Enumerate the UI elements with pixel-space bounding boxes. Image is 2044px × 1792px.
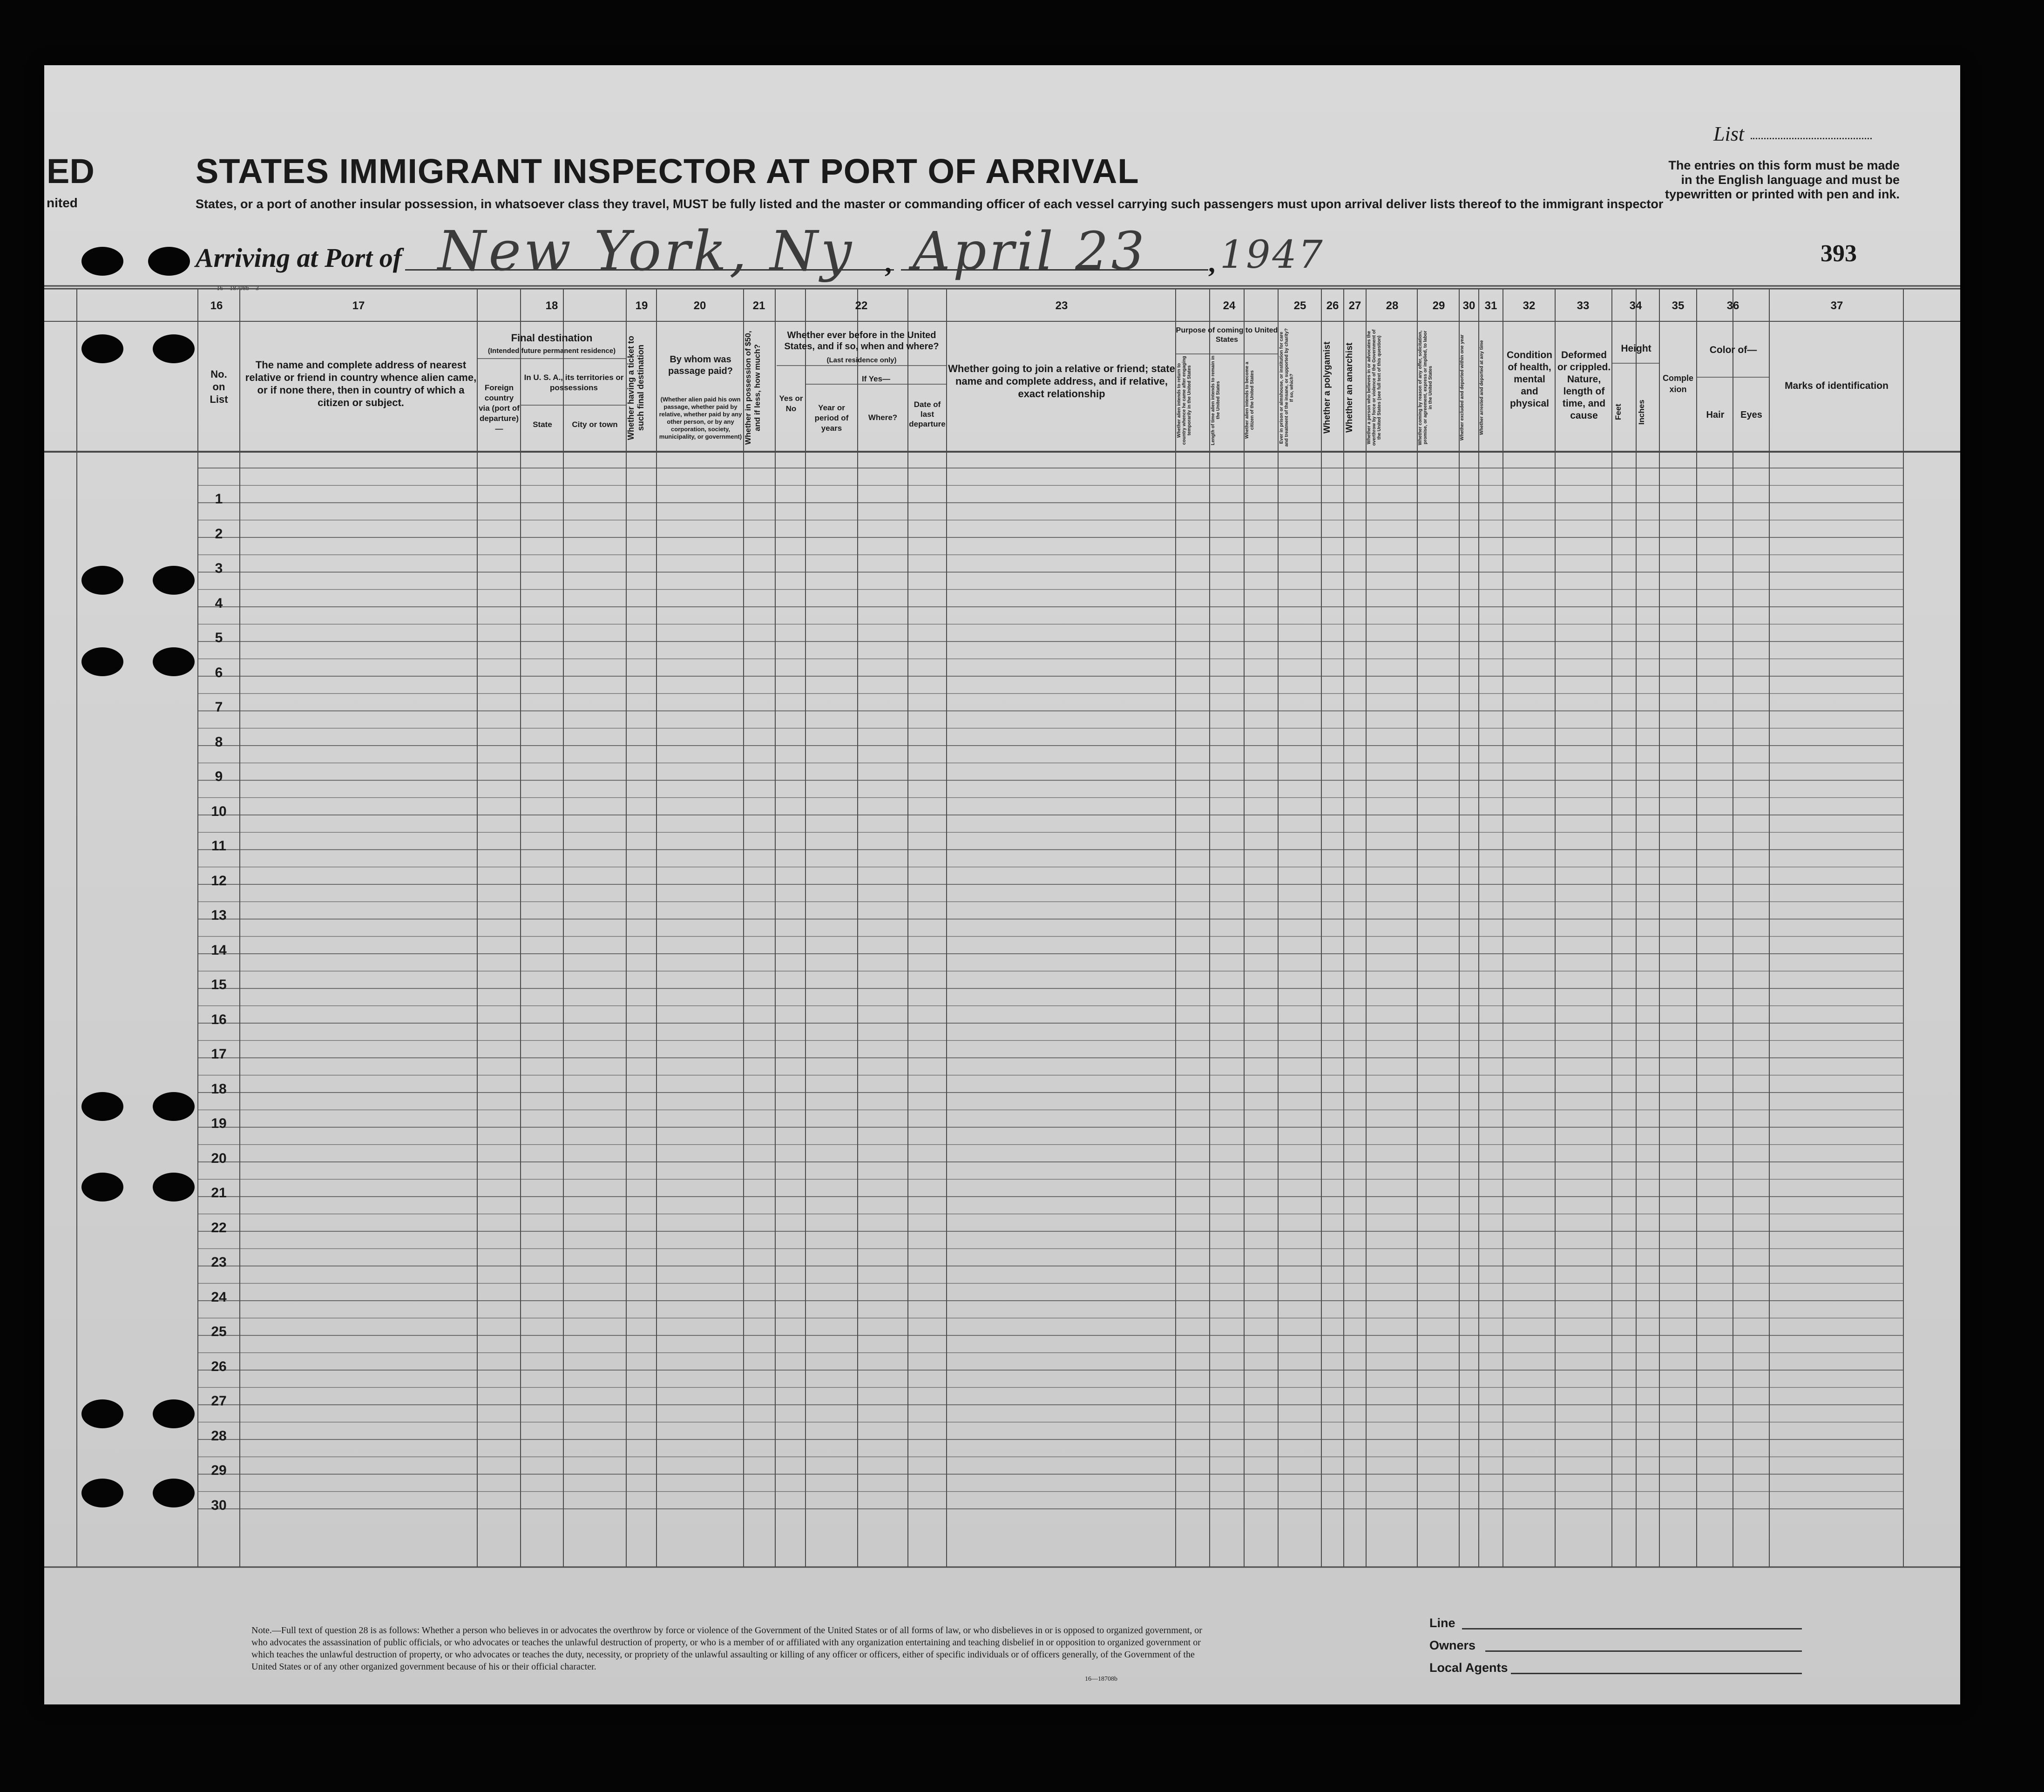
column-number: 32	[1523, 299, 1536, 312]
row-number: 23	[211, 1255, 227, 1270]
row-number: 29	[211, 1463, 227, 1478]
punch-hole	[81, 1173, 123, 1201]
column-number: 33	[1577, 299, 1590, 312]
header-final-destination: Final destination	[511, 332, 593, 344]
punch-hole	[148, 247, 190, 276]
row-number: 11	[211, 838, 226, 854]
row-number: 10	[211, 803, 227, 819]
row-number: 20	[211, 1150, 227, 1166]
row-number: 16	[211, 1011, 227, 1027]
left-edge-title-fragment: ED	[47, 152, 95, 190]
row-number: 19	[211, 1116, 227, 1131]
row-number: 4	[215, 595, 223, 611]
row-number: 24	[211, 1289, 227, 1305]
header-feet: Feet	[1614, 404, 1623, 421]
header-passage-paid-note: (Whether alien paid his own passage, whether paid by relative, whether paid by any other person, or by any corporation, society, municipality, or government)	[659, 396, 742, 440]
list-label: List	[1713, 122, 1745, 145]
header-purpose-citizen: Whether alien intends to become a citizen of the United States	[1245, 361, 1255, 439]
page-subtitle: States, or a port of another insular possession, in whatsoever class they travel, MUST be fully listed and the master or commanding officer of each vessel carrying such passengers must upon arrival deliver lists thereof to the immigrant inspector	[196, 197, 1664, 211]
header-final-destination-note: (Intended future permanent residence)	[487, 347, 616, 355]
column-number: 36	[1726, 299, 1739, 312]
comma-separator: ,	[1208, 247, 1215, 278]
column-number: 23	[1055, 299, 1068, 312]
punch-hole	[81, 247, 123, 276]
page-title: STATES IMMIGRANT INSPECTOR AT PORT OF ARRIVAL	[196, 152, 1139, 190]
punch-hole	[81, 1399, 123, 1428]
column-number: 28	[1386, 299, 1399, 312]
header-date-last-departure: Date of last departure	[909, 400, 946, 428]
row-number: 1	[215, 491, 223, 507]
line-label: Line	[1429, 1616, 1455, 1630]
header-joining-relative: Whether going to join a relative or friend; state name and complete address, and if relative, exact relationship	[948, 363, 1175, 400]
row-number: 18	[211, 1081, 227, 1097]
column-number: 27	[1348, 299, 1361, 312]
header-inches: Inches	[1637, 400, 1646, 425]
header-height: Height	[1621, 343, 1651, 354]
row-number: 28	[211, 1428, 227, 1444]
header-passage-paid: By whom was passage paid?	[668, 354, 733, 376]
header-yes-or-no: Yes or No	[779, 394, 803, 413]
row-number: 21	[211, 1185, 227, 1201]
punch-hole	[153, 647, 195, 676]
header-state: State	[533, 420, 552, 429]
column-number: 19	[635, 299, 648, 312]
punch-hole	[153, 1173, 195, 1201]
header-anarchist: Whether an anarchist	[1345, 342, 1354, 433]
punch-hole	[153, 334, 195, 363]
header-purpose-return: Whether alien intends to return to country whence he came after engaging temporarily in the United States	[1177, 356, 1192, 445]
row-number: 30	[211, 1497, 227, 1513]
punch-hole	[81, 1479, 123, 1507]
header-marks-identification: Marks of identification	[1785, 380, 1888, 391]
row-number: 9	[215, 769, 223, 784]
column-number: 35	[1672, 299, 1685, 312]
left-edge-subtitle-fragment: nited	[47, 196, 78, 210]
column-number: 17	[352, 299, 365, 312]
entries-instruction: The entries on this form must be made in the English language and must be typewritten or printed with pen and ink.	[1665, 158, 1900, 201]
header-foreign-country: Foreign country via (port of departure)—	[479, 383, 520, 433]
header-relative-address: The name and complete address of nearest relative or friend in country whence alien came, or if none there, then in country of which a citizen or subject.	[245, 359, 477, 408]
header-year-or-period: Year or period of years	[814, 403, 849, 433]
row-number: 5	[215, 630, 223, 645]
header-complexion: Complexion	[1662, 373, 1693, 394]
header-possession-50: Whether in possession of $50, and if less, how much?	[744, 331, 762, 445]
row-number: 12	[211, 873, 227, 889]
row-number: 15	[211, 977, 227, 992]
header-last-residence-note: (Last residence only)	[826, 356, 897, 364]
handwritten-date: April 23	[913, 221, 1147, 282]
row-number: 8	[215, 734, 223, 750]
header-condition-of-health: Condition of health, mental and physical	[1507, 350, 1552, 409]
column-number: 31	[1484, 299, 1497, 312]
header-city-or-town: City or town	[572, 420, 618, 429]
header-purpose-of-coming: Purpose of coming to United States	[1176, 326, 1278, 344]
punch-hole	[153, 1399, 195, 1428]
row-number: 13	[211, 908, 227, 923]
column-number: 22	[855, 299, 868, 312]
page-number: 393	[1821, 240, 1857, 267]
header-labor-offer: Whether coming by reason of any offer, solicitation, promise, or agreement, express or implied, to labor in the United States	[1418, 330, 1433, 445]
owners-label: Owners	[1429, 1638, 1476, 1652]
local-agents-signature-line	[1511, 1673, 1802, 1674]
punch-hole	[81, 334, 123, 363]
row-number: 22	[211, 1220, 227, 1235]
row-number: 6	[215, 665, 223, 680]
punch-hole	[81, 1092, 123, 1121]
line-signature-line	[1462, 1628, 1802, 1629]
row-number: 27	[211, 1393, 227, 1409]
punch-hole	[81, 566, 123, 595]
punch-hole	[153, 566, 195, 595]
question-28-note: Note.—Full text of question 28 is as follows: Whether a person who believes in or advocates the overthrow by force or violence of the Government of the United States or of all forms of law, or who disbelieves in or is opposed to organized government, or who advocates the assassination of public officials, or who advocates or teaches the unlawful destruction of property, or who is a member of or affiliated with any organization entertaining and teaching disbelief in or opposition to organized government or which teaches the unlawful destruction of property, or who advocates or teaches the duty, necessity, or propriety of the unlawful assaulting or killing of any officer or officers, either of specific individuals or of officers generally, of the Government of the United States or of any other organized government because of his or their official character.	[251, 1625, 1202, 1672]
row-number: 3	[215, 561, 223, 576]
column-number: 37	[1830, 299, 1843, 312]
header-prison-almshouse: Ever in prison or almshouse, or institution for care and treatment of the insane, or supported by charity? If so, which?	[1279, 328, 1294, 447]
row-number: 26	[211, 1358, 227, 1374]
header-eyes: Eyes	[1740, 410, 1762, 420]
handwritten-port: New York, Ny	[438, 219, 855, 283]
handwritten-year: 1947	[1220, 233, 1325, 277]
top-form-number: 16—18708b—3	[217, 285, 259, 292]
comma-separator: ,	[885, 247, 892, 278]
header-arrested-deported: Whether arrested and deported at any time	[1479, 340, 1484, 435]
row-number: 2	[215, 526, 223, 542]
column-number: 16	[210, 299, 223, 312]
header-hair: Hair	[1706, 410, 1725, 420]
header-no-on-list: No. on List	[210, 368, 228, 405]
row-number: 7	[215, 699, 223, 715]
local-agents-label: Local Agents	[1429, 1661, 1508, 1675]
column-number: 20	[693, 299, 706, 312]
row-number: 14	[211, 942, 227, 958]
punch-hole	[81, 647, 123, 676]
arriving-label: Arriving at Port of	[196, 243, 402, 273]
header-polygamist: Whether a polygamist	[1322, 341, 1332, 434]
header-where: Where?	[868, 413, 898, 422]
punch-hole	[153, 1092, 195, 1121]
header-excluded-deported: Whether excluded and deported within one year	[1460, 334, 1465, 441]
header-if-yes: If Yes—	[861, 374, 891, 383]
header-deformed-crippled: Deformed or crippled. Nature, length of time, and cause	[1557, 350, 1611, 421]
row-number: 25	[211, 1324, 227, 1339]
owners-signature-line	[1485, 1650, 1802, 1652]
row-number: 17	[211, 1046, 227, 1062]
column-number: 24	[1223, 299, 1236, 312]
header-purpose-length: Length of time alien intends to remain in the United States	[1211, 355, 1221, 445]
column-number: 26	[1326, 299, 1339, 312]
header-usa-territories: In U. S. A., its territories or possessions	[524, 373, 624, 392]
column-number: 30	[1462, 299, 1475, 312]
header-ever-before-us: Whether ever before in the United States, and if so, when and where?	[784, 330, 939, 352]
column-number: 21	[752, 299, 765, 312]
column-number: 34	[1629, 299, 1642, 312]
header-color-of: Color of—	[1709, 345, 1757, 355]
column-number: 25	[1293, 299, 1306, 312]
form-number: 16—18708b	[1085, 1676, 1117, 1683]
column-number: 18	[545, 299, 558, 312]
header-overthrow-question: Whether a person who believes in or advocates the overthrow by force or violence of the Government of the United States (see full text of this question)	[1367, 329, 1382, 446]
punch-hole	[153, 1479, 195, 1507]
header-ticket: Whether having a ticket to such final destination	[626, 335, 645, 440]
column-number: 29	[1432, 299, 1445, 312]
